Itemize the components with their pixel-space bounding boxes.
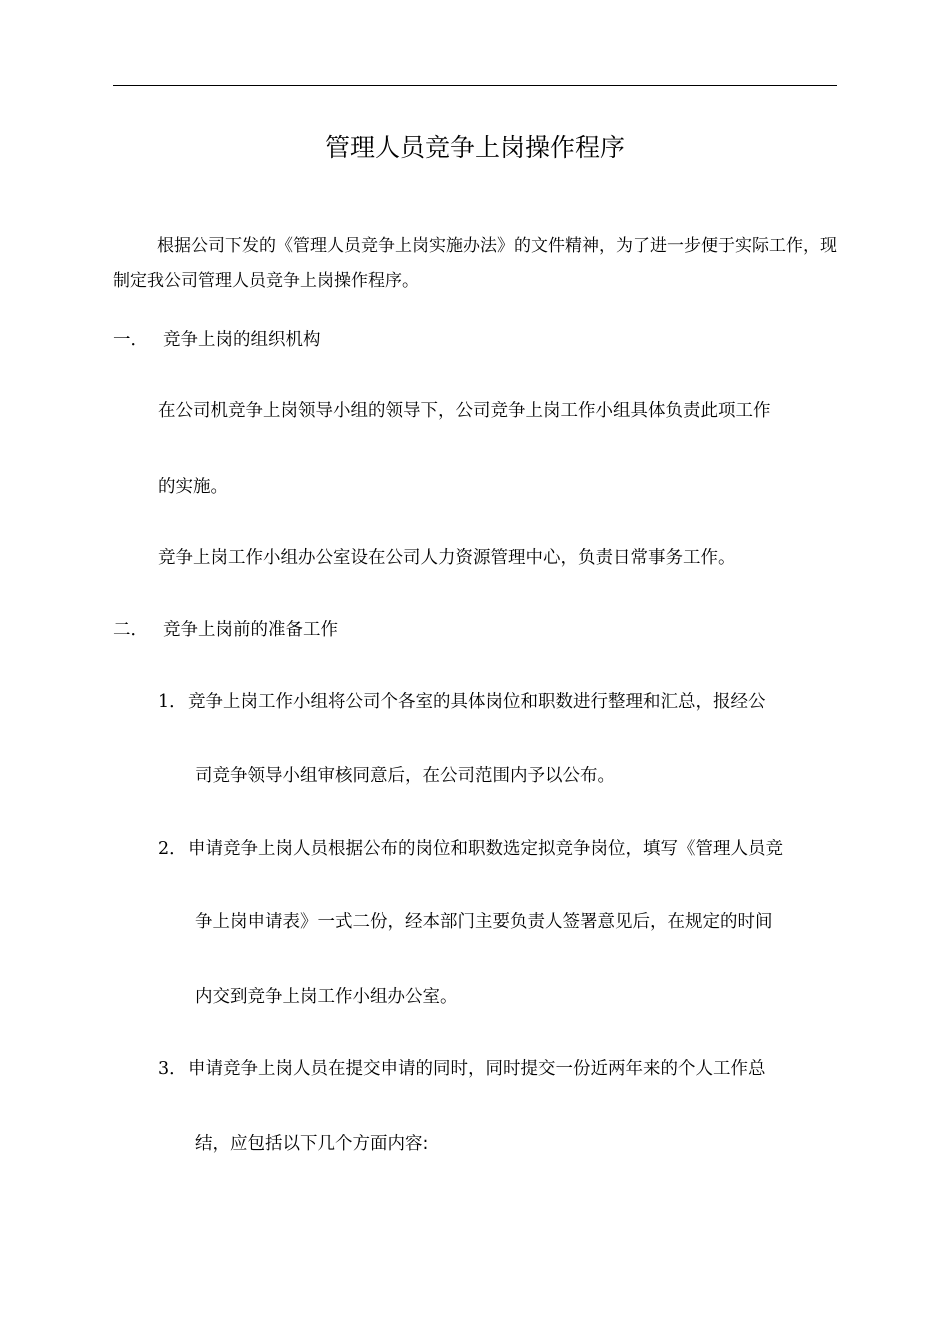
- document-title: 管理人员竞争上岗操作程序: [324, 133, 625, 162]
- body-line: 的实施。: [158, 477, 228, 497]
- section-title: 竞争上岗的组织机构: [163, 330, 321, 350]
- item-line: 申请竞争上岗人员在提交申请的同时，同时提交一份近两年来的个人工作总: [188, 1059, 766, 1079]
- list-item-2: [158, 836, 783, 862]
- item-number: 1．: [158, 692, 187, 712]
- section-number: 一．: [113, 330, 148, 350]
- section-heading-2: [113, 617, 338, 643]
- list-item-1: [158, 689, 766, 715]
- body-line: 在公司机竞争上岗领导小组的领导下，公司竞争上岗工作小组具体负责此项工作: [158, 401, 771, 421]
- body-line: 竞争上岗工作小组办公室设在公司人力资源管理中心，负责日常事务工作。: [158, 548, 736, 568]
- intro-paragraph: [113, 229, 837, 299]
- item-line: 竞争上岗工作小组将公司个各室的具体岗位和职数进行整理和汇总，报经公: [188, 692, 766, 712]
- item-number: 3．: [158, 1059, 187, 1079]
- section-heading-1: [113, 327, 321, 353]
- item-line: 申请竞争上岗人员根据公布的岗位和职数选定拟竞争岗位，填写《管理人员竞: [188, 839, 783, 859]
- section-title: 竞争上岗前的准备工作: [163, 620, 338, 640]
- header-rule: [113, 85, 837, 86]
- item-line: 司竞争领导小组审核同意后，在公司范围内予以公布。: [195, 766, 615, 786]
- list-item-3: [158, 1056, 766, 1082]
- item-number: 2．: [158, 839, 187, 859]
- item-line: 内交到竞争上岗工作小组办公室。: [195, 987, 458, 1007]
- section-number: 二．: [113, 620, 148, 640]
- intro-text: 根据公司下发的《管理人员竞争上岗实施办法》的文件精神，为了进一步便于实际工作，现制定我公司管理人员竞争上岗操作程序。: [113, 236, 837, 291]
- item-line: 争上岗申请表》一式二份，经本部门主要负责人签署意见后，在规定的时间: [195, 912, 773, 932]
- item-line: 结，应包括以下几个方面内容:: [195, 1134, 429, 1154]
